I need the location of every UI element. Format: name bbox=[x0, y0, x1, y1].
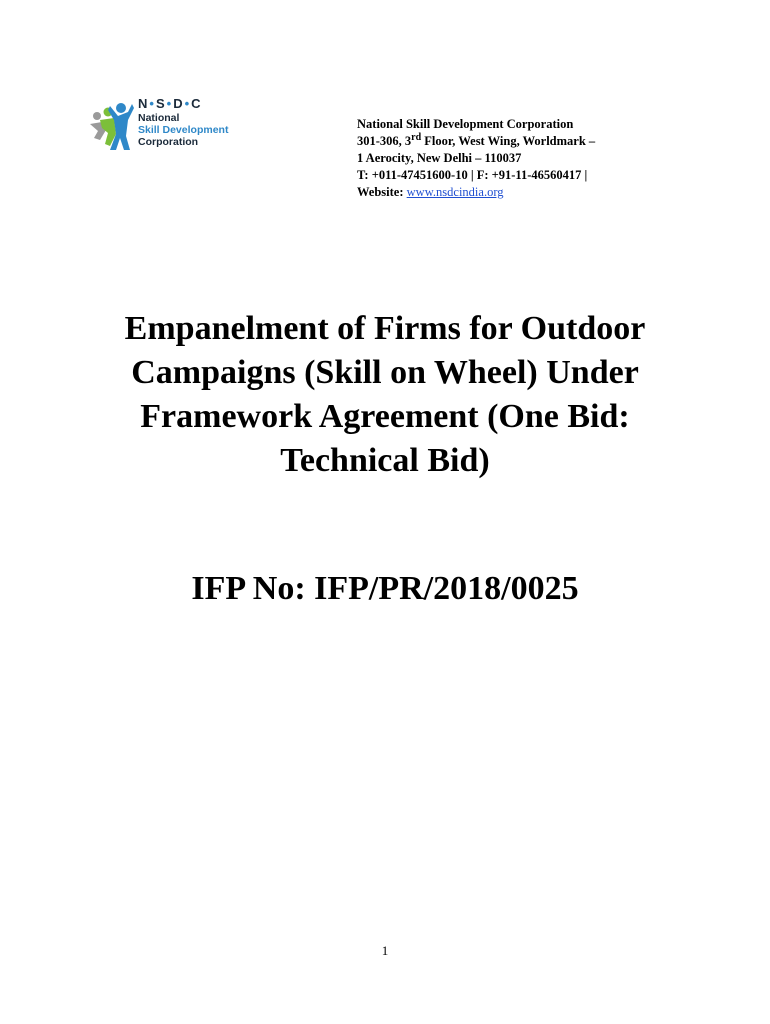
address-line-website bbox=[357, 184, 595, 201]
nsdc-logo bbox=[88, 96, 258, 166]
logo-line-skill-development: Skill Development bbox=[138, 124, 229, 136]
title-line: Empanelment of Firms for Outdoor bbox=[124, 310, 646, 347]
nsdc-figures-icon bbox=[88, 100, 134, 152]
logo-acronym: N•S•D•C bbox=[138, 96, 202, 111]
logo-wordmark bbox=[138, 112, 228, 148]
org-name: National Skill Development Corporation bbox=[357, 117, 574, 131]
address-line-city: 1 Aerocity, New Delhi – 110037 bbox=[357, 151, 522, 165]
address-floor-rest: Floor, West Wing, Worldmark – bbox=[421, 134, 596, 148]
title-line: Technical Bid) bbox=[280, 442, 490, 479]
address-floor-number: 301-306, 3 bbox=[357, 134, 412, 148]
address-line-phone: T: +011-47451600-10 | F: +91-11-46560417 | bbox=[357, 168, 588, 182]
website-link[interactable]: www.nsdcindia.org bbox=[406, 185, 504, 199]
page-number: 1 bbox=[381, 943, 389, 958]
website-label: Website: bbox=[357, 185, 407, 199]
logo-letter-d: D bbox=[173, 96, 184, 111]
title-line: Framework Agreement (One Bid: bbox=[140, 398, 630, 435]
address-line-floor bbox=[357, 133, 595, 150]
logo-letter-s: S bbox=[155, 96, 166, 111]
document-title bbox=[90, 307, 680, 483]
ifp-number: IFP No: IFP/PR/2018/0025 bbox=[191, 570, 579, 607]
title-line: Campaigns (Skill on Wheel) Under bbox=[131, 354, 639, 391]
logo-letter-n: N bbox=[138, 96, 149, 111]
logo-line-national: National bbox=[138, 112, 180, 124]
organization-address-block bbox=[357, 116, 595, 201]
logo-letter-c: C bbox=[191, 96, 202, 111]
address-floor-suffix: rd bbox=[411, 132, 422, 143]
logo-line-corporation: Corporation bbox=[138, 136, 199, 148]
